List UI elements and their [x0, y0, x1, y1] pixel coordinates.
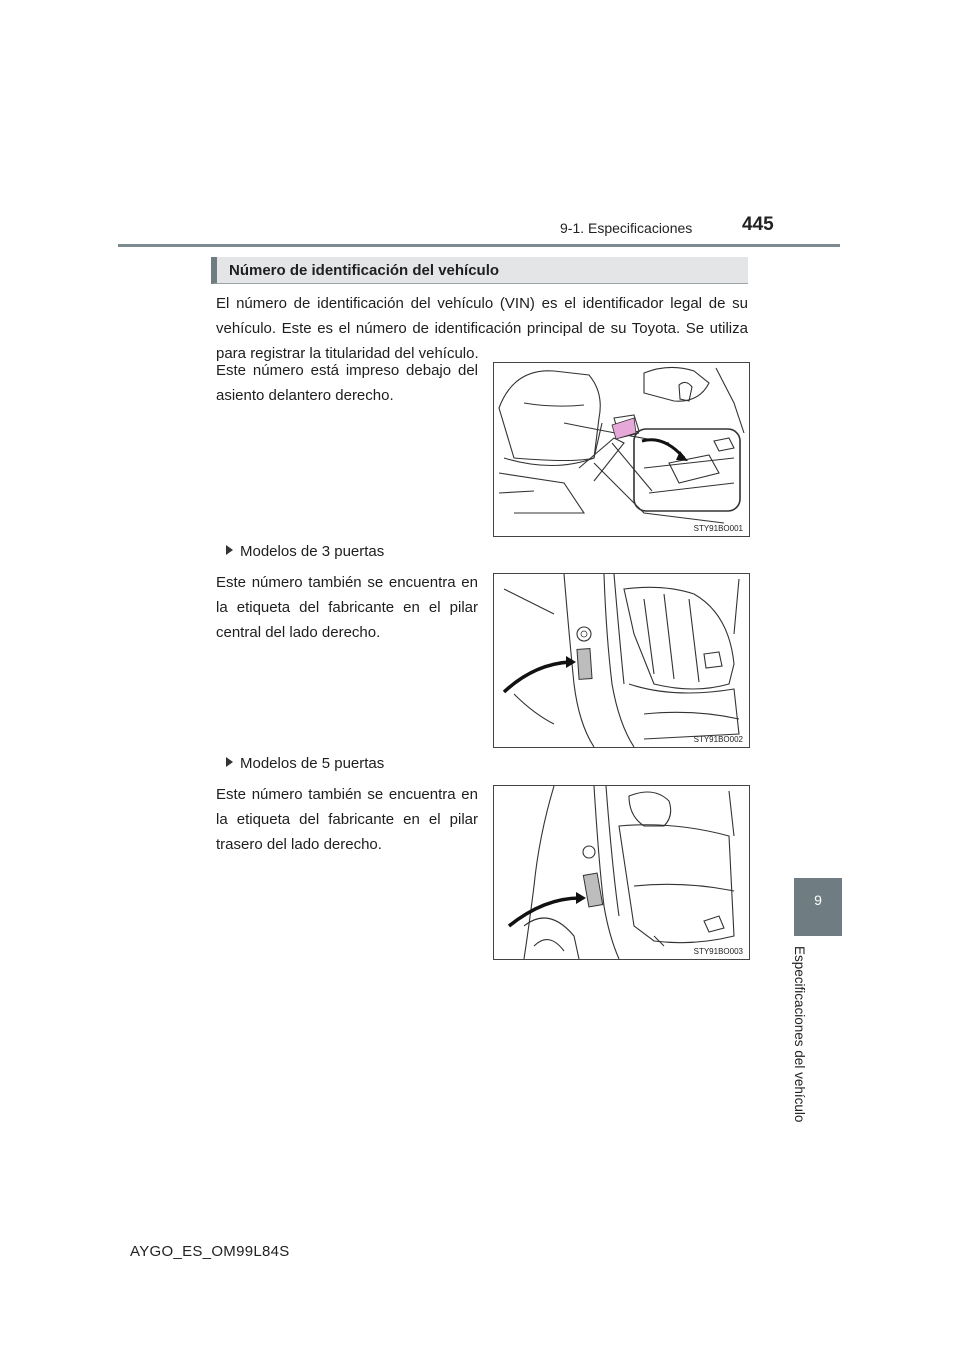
seat-illustration [494, 363, 749, 536]
figure-center-pillar [493, 573, 750, 748]
figure-code: STY91BO003 [693, 947, 743, 956]
running-header-section: 9-1. Especificaciones [560, 220, 693, 236]
bullet-triangle-icon [226, 757, 233, 767]
header-rule [118, 244, 840, 247]
block-3-text: Este número también se encuentra en la etiqueta del fabricante en el pilar trasero del lado derecho. [216, 786, 478, 853]
block-1-text: Este número está impreso debajo del asiento delantero derecho. [216, 362, 478, 404]
bullet-label: Modelos de 3 puertas [240, 543, 385, 560]
figure-rear-pillar [493, 785, 750, 960]
section-heading-text: Número de identificación del vehículo [229, 262, 500, 279]
footer-doc-code: AYGO_ES_OM99L84S [130, 1243, 290, 1260]
label-highlight [583, 873, 602, 907]
block-2-text: Este número también se encuentra en la etiqueta del fabricante en el pilar central del lado derecho. [216, 574, 478, 641]
page-number: 445 [742, 214, 774, 235]
bullet-5-door [226, 755, 384, 772]
bullet-3-door [226, 543, 384, 560]
figure-code: STY91BO002 [693, 735, 743, 744]
bullet-triangle-icon [226, 545, 233, 555]
intro-paragraph: El número de identificación del vehículo (VIN) es el identificador legal de su vehículo. Este es el número de identificación principal de su Toyota. Se utiliza para registrar la titularidad del vehículo. [216, 295, 748, 362]
rear-pillar-illustration [494, 786, 749, 959]
chapter-tab-number: 9 [814, 892, 822, 908]
section-heading [211, 257, 748, 284]
label-highlight [577, 649, 592, 680]
figure-seat-underside [493, 362, 750, 537]
figure-code: STY91BO001 [693, 524, 743, 533]
bullet-label: Modelos de 5 puertas [240, 755, 385, 772]
center-pillar-illustration [494, 574, 749, 747]
chapter-tab-label: Especificaciones del vehículo [792, 946, 807, 1123]
